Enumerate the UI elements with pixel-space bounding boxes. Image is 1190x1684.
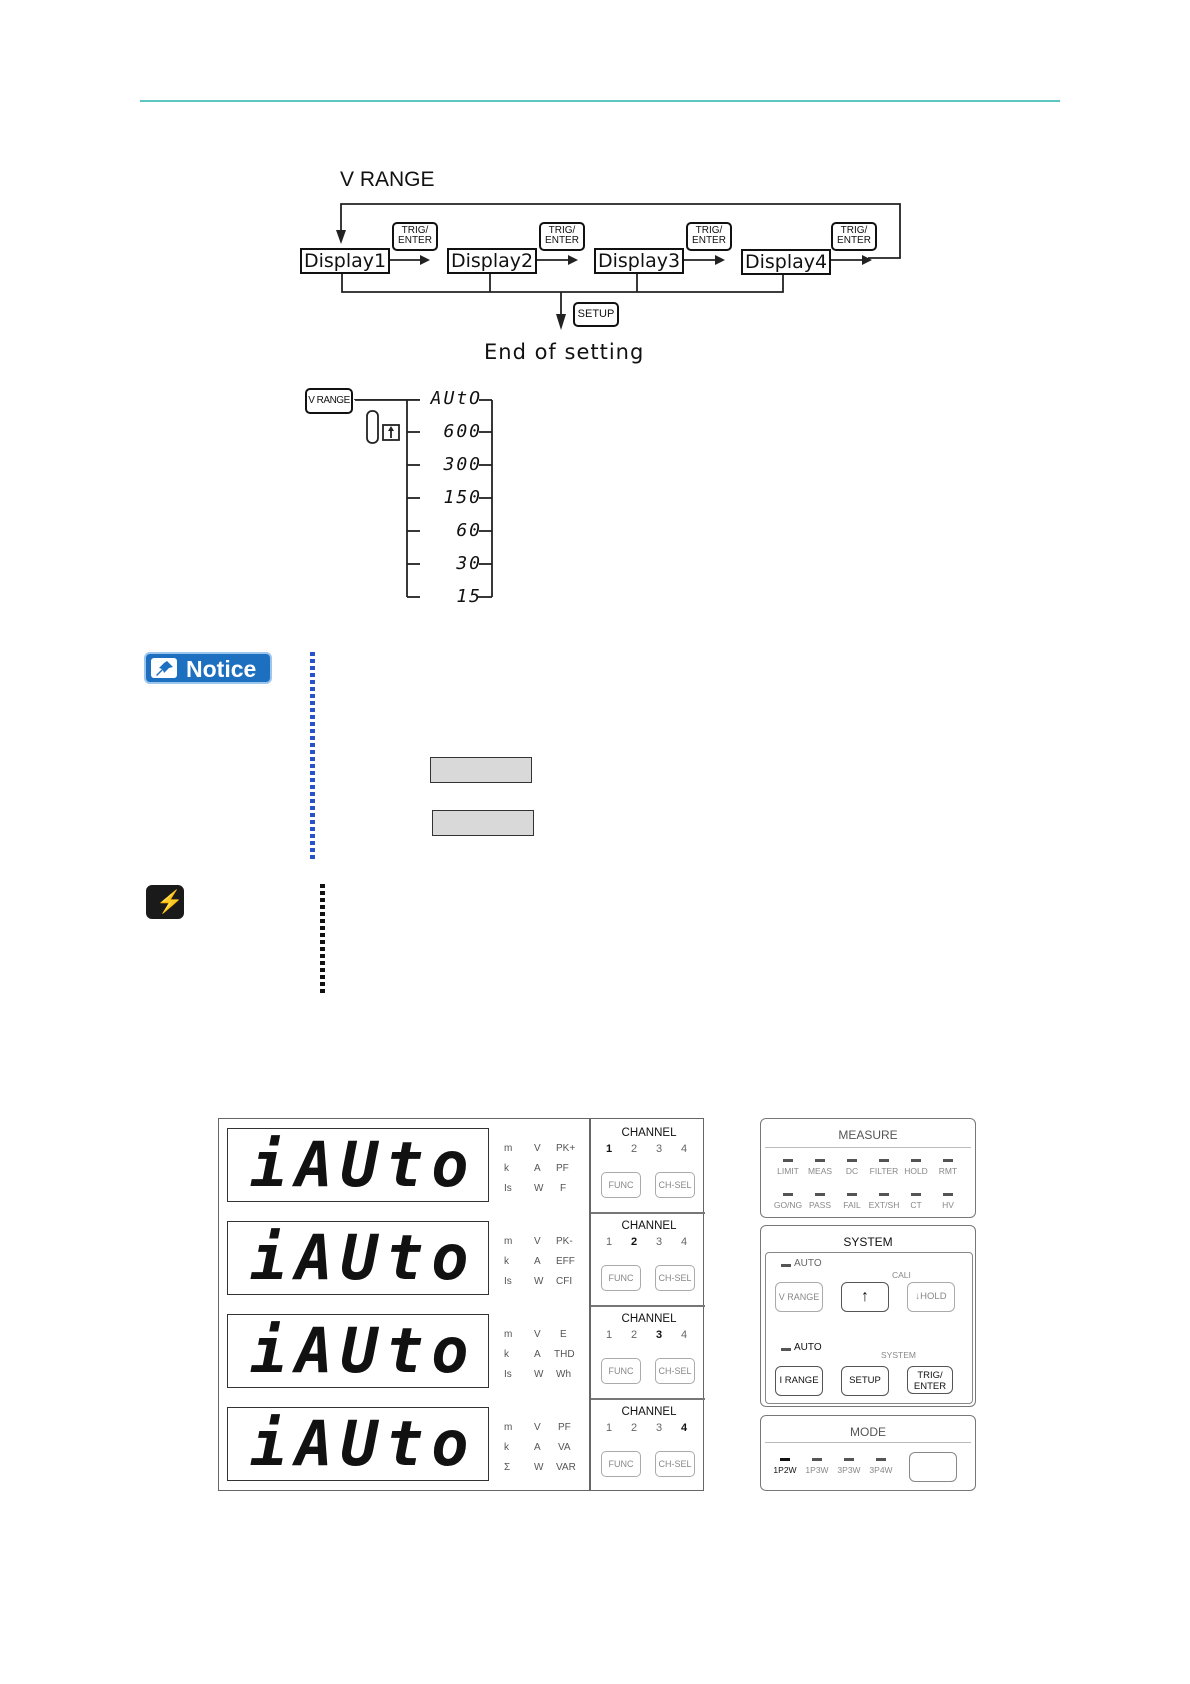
unit-label: Is bbox=[504, 1276, 512, 1287]
unit-label: V bbox=[534, 1236, 541, 1247]
range-value: 600 bbox=[443, 421, 482, 442]
unit-label: m bbox=[504, 1143, 513, 1154]
i-range-button[interactable]: I RANGE bbox=[775, 1366, 823, 1396]
warning-badge bbox=[146, 885, 184, 919]
unit-label: VAR bbox=[556, 1462, 576, 1473]
system-title: SYSTEM bbox=[843, 1235, 893, 1249]
cali-label: CALI bbox=[892, 1270, 911, 1280]
unit-label: E bbox=[560, 1329, 567, 1340]
channel-number: 2 bbox=[631, 1329, 638, 1341]
hold-label: HOLD bbox=[920, 1291, 947, 1302]
channel-number: 1 bbox=[606, 1236, 613, 1248]
channel-title: CHANNEL bbox=[621, 1313, 677, 1325]
setup-button[interactable]: SETUP bbox=[841, 1366, 889, 1396]
lcd-text: iAUto bbox=[250, 1314, 477, 1387]
ch-sel-button[interactable]: CH-SEL bbox=[655, 1265, 695, 1291]
led-indicator bbox=[847, 1193, 857, 1196]
channel-number: 3 bbox=[656, 1422, 663, 1434]
unit-label: m bbox=[504, 1329, 513, 1340]
channel-number: 4 bbox=[681, 1236, 688, 1248]
auto-label: AUTO bbox=[794, 1342, 822, 1353]
channel-number: 2 bbox=[631, 1143, 638, 1155]
range-value: 300 bbox=[443, 454, 482, 475]
notice-badge bbox=[144, 652, 272, 684]
channel-number: 3 bbox=[656, 1329, 663, 1341]
unit-label: A bbox=[534, 1349, 541, 1360]
unit-label: k bbox=[504, 1163, 509, 1174]
unit-label: m bbox=[504, 1422, 513, 1433]
led-indicator bbox=[943, 1193, 953, 1196]
unit-label: k bbox=[504, 1442, 509, 1453]
unit-label: Is bbox=[504, 1183, 512, 1194]
up-arrow-button[interactable]: ↑ bbox=[841, 1282, 889, 1312]
unit-label: W bbox=[534, 1183, 544, 1194]
channel-title: CHANNEL bbox=[621, 1406, 677, 1418]
channel-separator bbox=[591, 1212, 705, 1214]
channel-number: 1 bbox=[606, 1329, 613, 1341]
trig-enter-key-2: TRIG/ ENTER bbox=[539, 222, 585, 251]
channel-separator bbox=[591, 1398, 705, 1400]
mode-rule bbox=[765, 1442, 971, 1443]
channel-number: 4 bbox=[681, 1329, 688, 1341]
channel-number: 2 bbox=[631, 1422, 638, 1434]
unit-label: Wh bbox=[556, 1369, 571, 1380]
led-indicator bbox=[780, 1458, 790, 1461]
led-indicator bbox=[815, 1159, 825, 1162]
unit-label: V bbox=[534, 1143, 541, 1154]
setup-key: SETUP bbox=[573, 302, 619, 327]
mode-button[interactable] bbox=[909, 1452, 957, 1482]
unit-label: A bbox=[534, 1163, 541, 1174]
led-indicator bbox=[911, 1159, 921, 1162]
pin-icon bbox=[150, 657, 178, 679]
display3-box: Display3 bbox=[594, 248, 684, 274]
channel-number: 1 bbox=[606, 1422, 613, 1434]
v-range-button[interactable]: V RANGE bbox=[775, 1282, 823, 1312]
led-indicator bbox=[876, 1458, 886, 1461]
v-range-key: V RANGE bbox=[305, 388, 353, 414]
trig-enter-key-4: TRIG/ ENTER bbox=[831, 222, 877, 251]
notice-label: Notice bbox=[186, 656, 257, 682]
enter-label: ENTER bbox=[913, 1381, 947, 1392]
lightning-icon: ⚡ bbox=[156, 889, 184, 914]
lcd-text: iAUto bbox=[250, 1407, 477, 1480]
unit-label: THD bbox=[554, 1349, 575, 1360]
range-value: 60 bbox=[456, 520, 482, 541]
led-indicator bbox=[783, 1193, 793, 1196]
mode-option: 3P4W bbox=[869, 1465, 893, 1475]
ch-sel-button[interactable]: CH-SEL bbox=[655, 1358, 695, 1384]
channel-number: 3 bbox=[656, 1236, 663, 1248]
trig-enter-key-3: TRIG/ ENTER bbox=[686, 222, 732, 251]
unit-label: W bbox=[534, 1369, 544, 1380]
func-button[interactable]: FUNC bbox=[601, 1358, 641, 1384]
highlight-box bbox=[432, 810, 534, 836]
led-indicator bbox=[815, 1193, 825, 1196]
warning-divider bbox=[320, 884, 325, 996]
unit-label: A bbox=[534, 1442, 541, 1453]
display1-box: Display1 bbox=[300, 248, 390, 274]
unit-label: m bbox=[504, 1236, 513, 1247]
unit-label: W bbox=[534, 1276, 544, 1287]
unit-label: V bbox=[534, 1422, 541, 1433]
led-indicator bbox=[781, 1264, 791, 1267]
lcd-display bbox=[227, 1128, 489, 1202]
led-label: DC bbox=[845, 1166, 859, 1176]
notice-divider bbox=[310, 652, 315, 860]
led-indicator bbox=[844, 1458, 854, 1461]
display2-box: Display2 bbox=[447, 248, 537, 274]
trig-enter-key-1: TRIG/ ENTER bbox=[392, 222, 438, 251]
led-label: FILTER bbox=[869, 1166, 899, 1176]
front-panel-display bbox=[218, 1118, 704, 1491]
led-label: HV bbox=[942, 1200, 954, 1210]
unit-label: Is bbox=[504, 1369, 512, 1380]
led-indicator bbox=[847, 1159, 857, 1162]
ch-sel-button[interactable]: CH-SEL bbox=[655, 1451, 695, 1477]
hold-button[interactable] bbox=[907, 1282, 955, 1312]
led-label: FAIL bbox=[843, 1200, 861, 1210]
unit-label: A bbox=[534, 1256, 541, 1267]
measure-rule bbox=[765, 1147, 971, 1148]
lcd-display bbox=[227, 1221, 489, 1295]
ch-sel-button[interactable]: CH-SEL bbox=[655, 1172, 695, 1198]
led-label: PASS bbox=[808, 1200, 832, 1210]
led-label: HOLD bbox=[904, 1166, 928, 1176]
range-value: 15 bbox=[456, 586, 482, 607]
led-label: LIMIT bbox=[777, 1166, 799, 1176]
unit-label: F bbox=[560, 1183, 567, 1194]
range-value: 30 bbox=[456, 553, 482, 574]
led-indicator bbox=[943, 1159, 953, 1162]
lcd-display bbox=[227, 1314, 489, 1388]
range-value: 150 bbox=[443, 487, 482, 508]
unit-label: PF bbox=[556, 1163, 569, 1174]
func-button[interactable]: FUNC bbox=[601, 1172, 641, 1198]
mode-option: 3P3W bbox=[837, 1465, 861, 1475]
led-indicator bbox=[783, 1159, 793, 1162]
mode-title: MODE bbox=[850, 1425, 886, 1439]
led-label: RMT bbox=[938, 1166, 958, 1176]
unit-label: PK- bbox=[556, 1236, 573, 1247]
channel-title: CHANNEL bbox=[621, 1127, 677, 1139]
channel-number: 4 bbox=[681, 1422, 688, 1434]
channel-title: CHANNEL bbox=[621, 1220, 677, 1232]
led-label: MEAS bbox=[807, 1166, 833, 1176]
mode-panel bbox=[760, 1415, 976, 1491]
unit-label: PF bbox=[558, 1422, 571, 1433]
flow-title: V RANGE bbox=[340, 168, 435, 191]
unit-label: k bbox=[504, 1349, 509, 1360]
unit-label: PK+ bbox=[556, 1143, 576, 1154]
down-arrow-icon: ↓ bbox=[915, 1291, 921, 1302]
channel-separator bbox=[591, 1305, 705, 1307]
func-button[interactable]: FUNC bbox=[601, 1265, 641, 1291]
led-label: CT bbox=[910, 1200, 922, 1210]
system-panel bbox=[760, 1225, 976, 1407]
system-sub-label: SYSTEM bbox=[881, 1350, 916, 1360]
unit-label: CFI bbox=[556, 1276, 573, 1287]
led-indicator bbox=[911, 1193, 921, 1196]
trig-label: TRIG/ bbox=[917, 1370, 943, 1381]
measure-panel bbox=[760, 1118, 976, 1218]
func-button[interactable]: FUNC bbox=[601, 1451, 641, 1477]
trig-enter-button[interactable] bbox=[907, 1366, 953, 1394]
range-value: AUtO bbox=[430, 388, 482, 409]
unit-label: V bbox=[534, 1329, 541, 1340]
unit-label: W bbox=[534, 1462, 544, 1473]
unit-label: VA bbox=[558, 1442, 571, 1453]
lcd-text: iAUto bbox=[250, 1128, 477, 1201]
measure-title: MEASURE bbox=[838, 1128, 898, 1142]
led-indicator bbox=[879, 1159, 889, 1162]
auto-label: AUTO bbox=[794, 1258, 822, 1269]
channel-number: 3 bbox=[656, 1143, 663, 1155]
channel-number: 2 bbox=[631, 1236, 638, 1248]
led-indicator bbox=[879, 1193, 889, 1196]
unit-label: k bbox=[504, 1256, 509, 1267]
led-indicator bbox=[812, 1458, 822, 1461]
mode-option: 1P2W bbox=[773, 1465, 797, 1475]
lcd-display bbox=[227, 1407, 489, 1481]
channel-number: 4 bbox=[681, 1143, 688, 1155]
unit-label: EFF bbox=[556, 1256, 575, 1267]
end-of-setting-label: End of setting bbox=[484, 340, 645, 364]
unit-label: Σ bbox=[504, 1462, 511, 1473]
lcd-text: iAUto bbox=[250, 1221, 477, 1294]
channel-number: 1 bbox=[606, 1143, 613, 1155]
led-label: GO/NG bbox=[773, 1200, 803, 1210]
highlight-box bbox=[430, 757, 532, 783]
led-label: EXT/SH bbox=[868, 1200, 900, 1210]
display4-box: Display4 bbox=[741, 249, 831, 275]
mode-option: 1P3W bbox=[805, 1465, 829, 1475]
led-indicator bbox=[781, 1348, 791, 1351]
